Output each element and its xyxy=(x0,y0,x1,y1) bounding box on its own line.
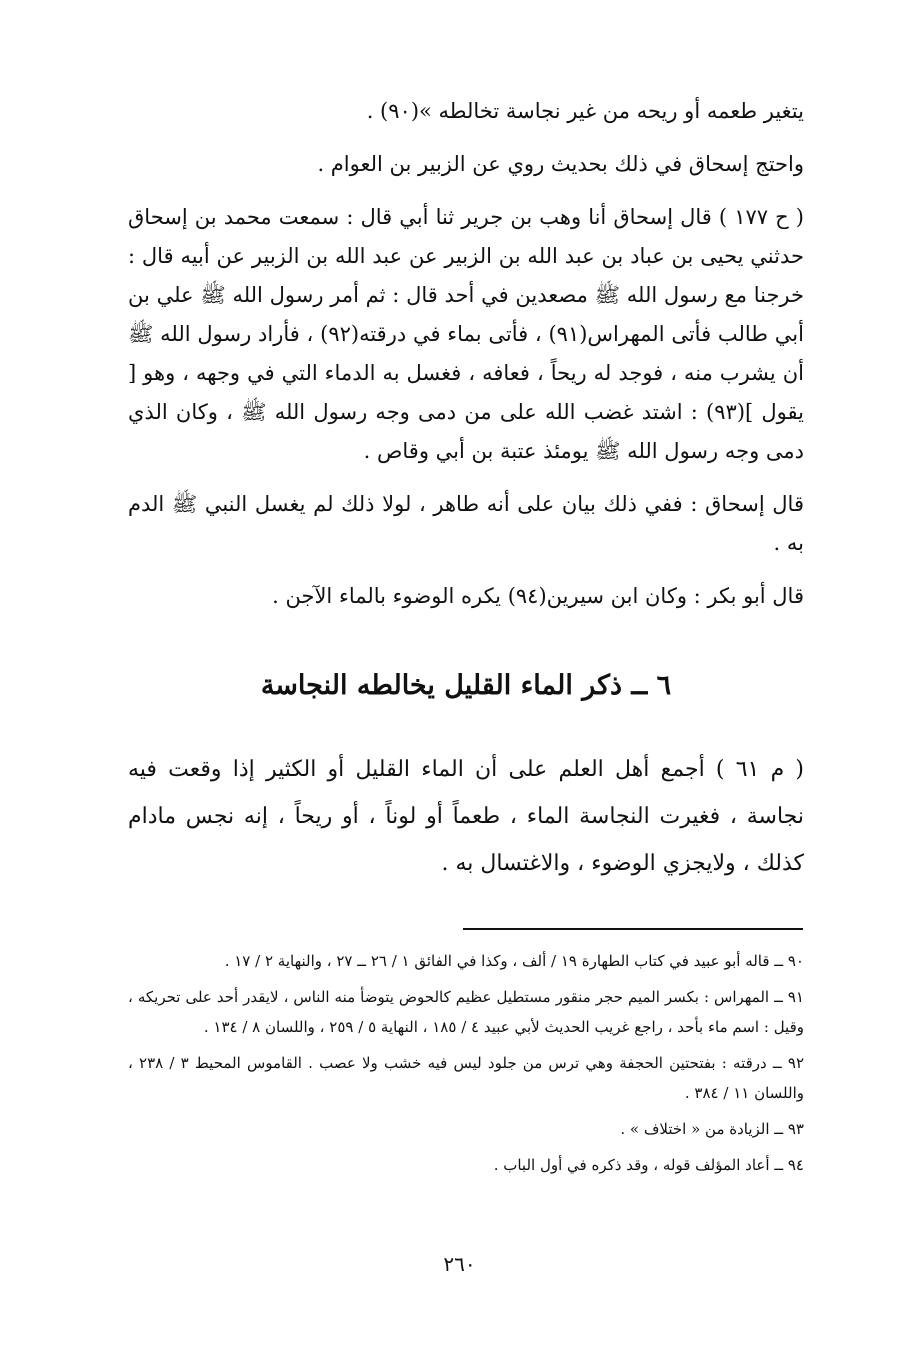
footnote-divider xyxy=(463,928,803,930)
page-number: ٢٦٠ xyxy=(443,1252,476,1276)
paragraph-abu-bakr: قال أبو بكر : وكان ابن سيرين(٩٤) يكره الوضوء بالماء الآجن . xyxy=(272,584,804,608)
main-text xyxy=(128,92,804,887)
footnotes xyxy=(128,946,804,1186)
paragraph-ishaq: قال إسحاق : ففي ذلك بيان على أنه طاهر ، لولا ذلك لم يغسل النبي ﷺ الدم به . xyxy=(128,492,804,555)
section-heading: ٦ ــ ذكر الماء القليل يخالطه النجاسة xyxy=(260,670,672,701)
footnote-92: ٩٢ ــ درقته : بفتحتين الحجفة وهي ترس من جلود ليس فيه خشب ولا عصب . القاموس المحيط ٣ / ٢٣٨ ، واللسان ١١ / ٣٨٤ . xyxy=(128,1054,805,1102)
footnote-94: ٩٤ ــ أعاد المؤلف قوله ، وقد ذكره في أول الباب . xyxy=(493,1156,804,1174)
hadith-177: ( ح ١٧٧ ) قال إسحاق أنا وهب بن جرير ثنا أبي قال : سمعت محمد بن إسحاق حدثني يحيى بن عباد بن عبد الله بن الزبير عن عبد الله بن الزبير عن أبيه قال : خرجنا مع رسول الله ﷺ مصعدين في أحد قال : ثم أمر رسول الله ﷺ علي بن أبي طالب فأتى المهراس(٩١) ، فأتى بماء في درقته(٩٢) ، فأراد رسول الله ﷺ أن يشرب منه ، فوجد له ريحاً ، فعافه ، فغسل به الدماء التي في وجهه ، وهو [ يقول ](٩٣) : اشتد غضب الله على من دمى وجه رسول الله ﷺ ، وكان الذي دمى وجه رسول الله ﷺ يومئذ عتبة بن أبي وقاص . xyxy=(128,205,804,463)
paragraph-1: يتغير طعمه أو ريحه من غير نجاسة تخالطه »(٩٠) . xyxy=(366,99,804,123)
footnote-93: ٩٣ ــ الزيادة من « اختلاف » . xyxy=(620,1120,804,1138)
footnote-91: ٩١ ــ المهراس : بكسر الميم حجر منقور مستطيل عظيم كالحوض يتوضأ منه الناس ، لايقدر أحد على تحريكه ، وقيل : اسم ماء بأحد ، راجع غريب الحديث لأبي عبيد ٤ / ١٨٥ ، النهاية ٥ / ٢٥٩ ، واللسان ٨ / ١٣٤ . xyxy=(128,988,804,1036)
footnote-90: ٩٠ ــ قاله أبو عبيد في كتاب الطهارة ١٩ / ألف ، وكذا في الفائق ١ / ٢٦ ــ ٢٧ ، والنهاية ٢ / ١٧ . xyxy=(224,952,804,970)
paragraph-2: واحتج إسحاق في ذلك بحديث روي عن الزبير بن العوام . xyxy=(317,152,804,176)
section-body: ( م ٦١ ) أجمع أهل العلم على أن الماء القليل أو الكثير إذا وقعت فيه نجاسة ، فغيرت النجاسة الماء ، طعماً أو لوناً ، أو ريحاً ، إنه نجس مادام كذلك ، ولايجزي الوضوء ، والاغتسال به . xyxy=(128,757,804,876)
